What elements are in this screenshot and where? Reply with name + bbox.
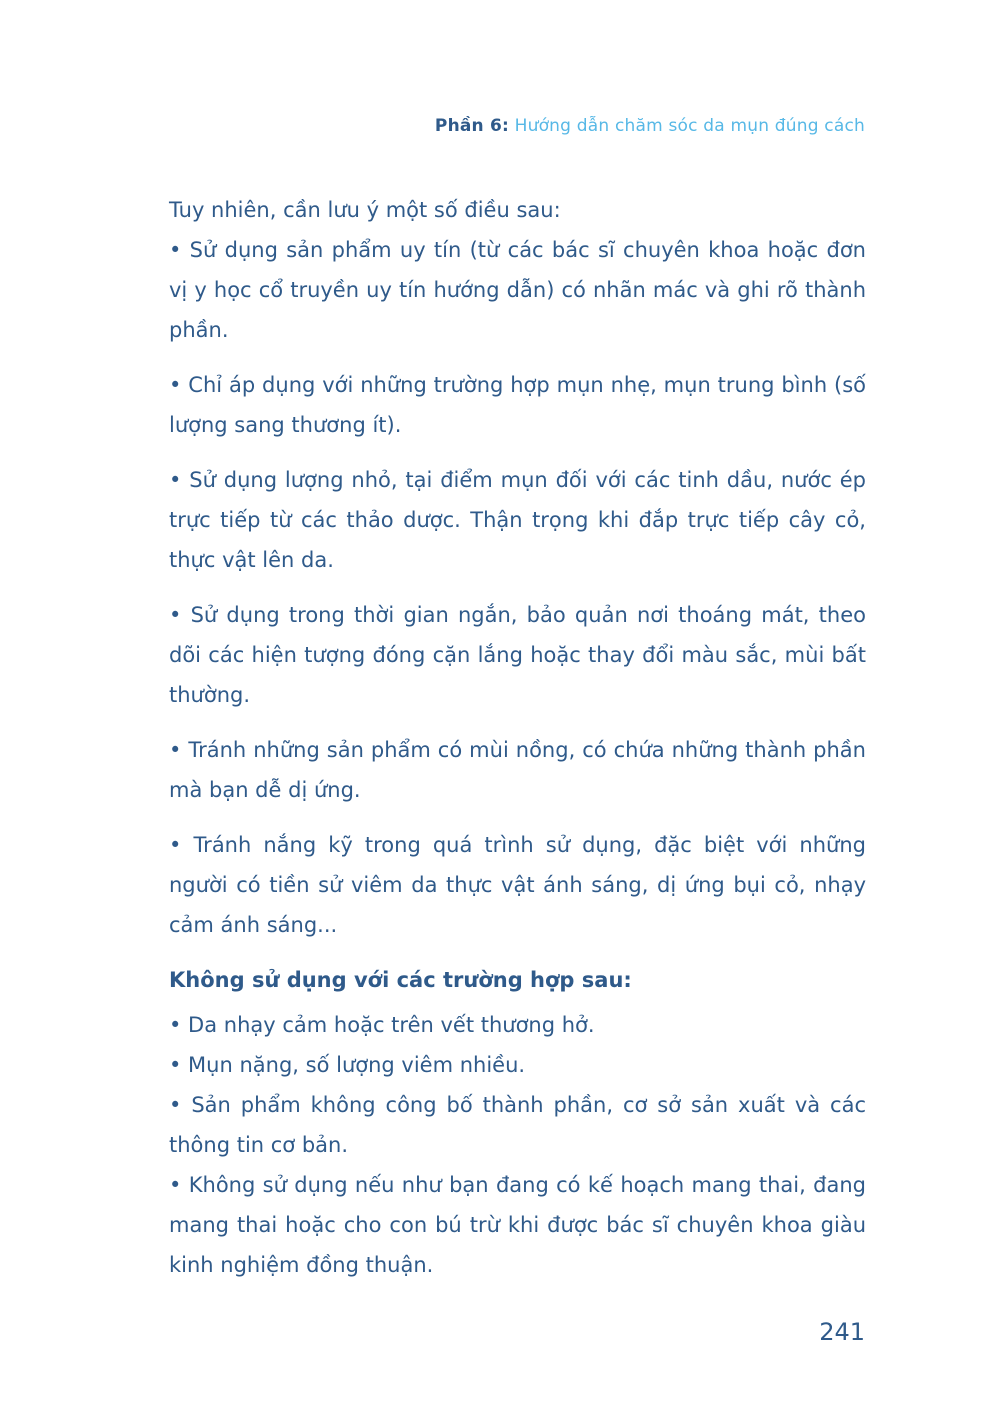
note-item: • Sử dụng sản phẩm uy tín (từ các bác sĩ chuyên khoa hoặc đơn vị y học cổ truyền uy tín hướng dẫn) có nhãn mác và ghi rõ thành phần. xyxy=(169,238,866,342)
note-item: • Sử dụng lượng nhỏ, tại điểm mụn đối với các tinh dầu, nước ép trực tiếp từ các thảo dược. Thận trọng khi đắp trực tiếp cây cỏ, thực vật lên da. xyxy=(169,468,866,572)
contraindication-item: • Mụn nặng, số lượng viêm nhiều. xyxy=(169,1053,526,1077)
contraindication-item: • Da nhạy cảm hoặc trên vết thương hở. xyxy=(169,1013,595,1037)
intro-paragraph: Tuy nhiên, cần lưu ý một số điều sau: xyxy=(169,198,561,222)
note-item: • Tránh nắng kỹ trong quá trình sử dụng, đặc biệt với những người có tiền sử viêm da thực vật ánh sáng, dị ứng bụi cỏ, nhạy cảm ánh sáng... xyxy=(169,833,866,937)
header-part-label: Phần 6: xyxy=(434,116,510,136)
note-item: • Sử dụng trong thời gian ngắn, bảo quản nơi thoáng mát, theo dõi các hiện tượng đóng cặn lắng hoặc thay đổi màu sắc, mùi bất thường. xyxy=(169,603,866,707)
contraindication-item: • Sản phẩm không công bố thành phần, cơ sở sản xuất và các thông tin cơ bản. xyxy=(169,1093,866,1157)
running-header xyxy=(435,116,865,136)
header-topic: Hướng dẫn chăm sóc da mụn đúng cách xyxy=(514,116,865,136)
note-item: • Chỉ áp dụng với những trường hợp mụn nhẹ, mụn trung bình (số lượng sang thương ít). xyxy=(169,373,866,437)
note-item: • Tránh những sản phẩm có mùi nồng, có chứa những thành phần mà bạn dễ dị ứng. xyxy=(169,738,866,802)
page-body xyxy=(169,190,866,1285)
page-number: 241 xyxy=(819,1318,865,1346)
contraindications-heading: Không sử dụng với các trường hợp sau: xyxy=(169,968,632,992)
contraindication-item: • Không sử dụng nếu như bạn đang có kế hoạch mang thai, đang mang thai hoặc cho con bú trừ khi được bác sĩ chuyên khoa giàu kinh nghiệm đồng thuận. xyxy=(169,1173,866,1277)
